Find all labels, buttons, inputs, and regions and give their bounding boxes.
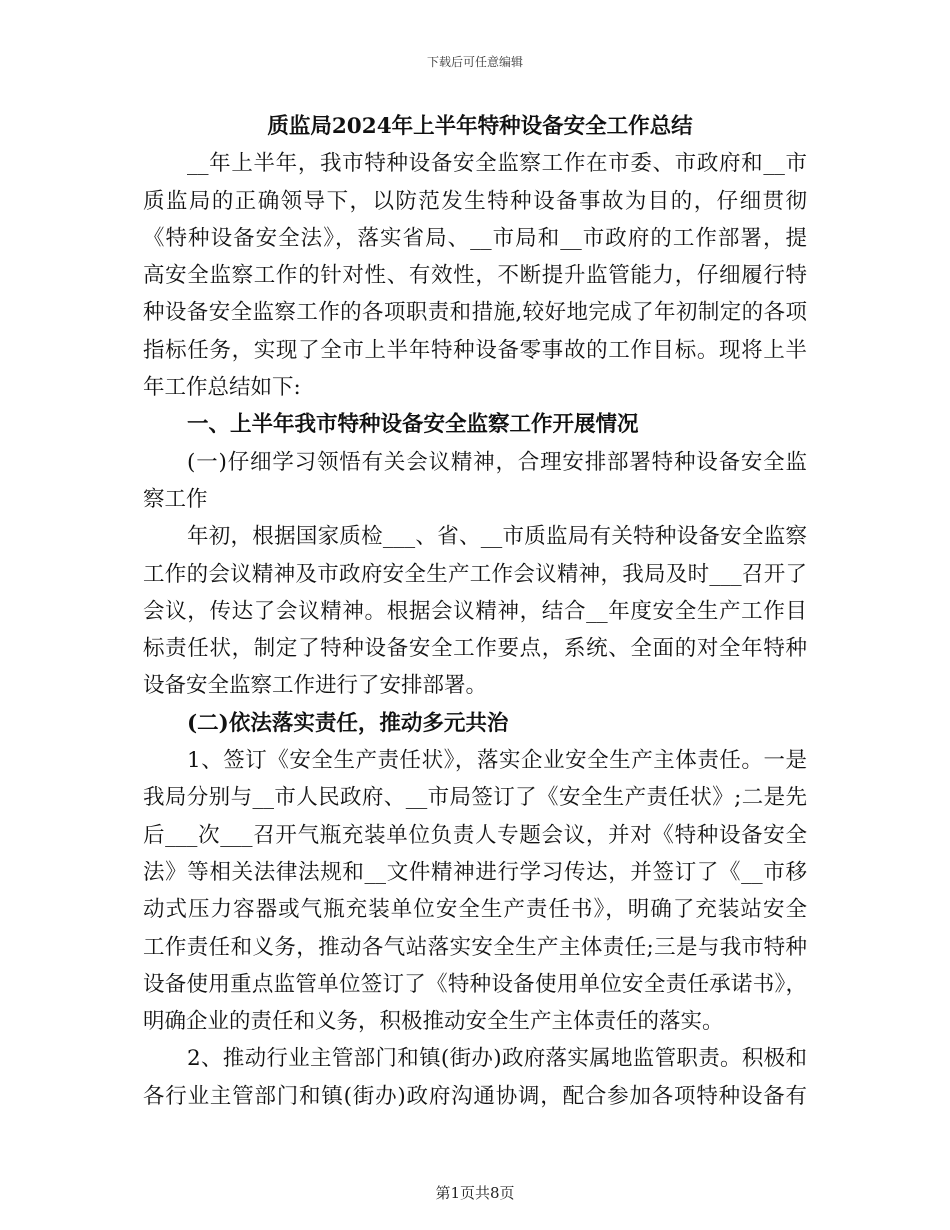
text-line: 质监局的正确领导下，以防范发生特种设备事故为目的，仔细贯彻 [143,188,807,214]
section-heading: 一、上半年我市特种设备安全监察工作开展情况 [187,412,639,438]
text-line: 2、推动行业主管部门和镇(街办)政府落实属地监管职责。积极和 [187,1046,807,1072]
text-line: 标责任状，制定了特种设备安全工作要点，系统、全面的对全年特种 [143,636,807,662]
text-line: 法》等相关法律法规和__文件精神进行学习传达，并签订了《__市移 [143,859,807,885]
text-line: 工作的会议精神及市政府安全生产工作会议精神，我局及时___召开了 [143,561,807,587]
text-line: 种设备安全监察工作的各项职责和措施,较好地完成了年初制定的各项 [143,300,807,326]
page-header: 下载后可任意编辑 [426,55,523,69]
text-line: 设备安全监察工作进行了安排部署。 [143,673,488,699]
text-line: (一)仔细学习领悟有关会议精神，合理安排部署特种设备安全监 [187,449,807,475]
section-heading: (二)依法落实责任，推动多元共治 [187,710,509,736]
text-line: 会议，传达了会议精神。根据会议精神，结合__年度安全生产工作目 [143,598,807,624]
text-line: 各行业主管部门和镇(街办)政府沟通协调，配合参加各项特种设备有 [143,1083,807,1109]
text-line: 后___次___召开气瓶充装单位负责人专题会议，并对《特种设备安全 [143,822,807,848]
text-line: 设备使用重点监管单位签订了《特种设备使用单位安全责任承诺书》， [143,971,807,997]
text-line: 高安全监察工作的针对性、有效性，不断提升监管能力，仔细履行特 [143,263,807,289]
text-line: 年工作总结如下: [143,375,301,401]
text-line: __年上半年，我市特种设备安全监察工作在市委、市政府和__市 [187,151,807,177]
text-line: 动式压力容器或气瓶充装单位安全生产责任书》，明确了充装站安全 [143,897,807,923]
text-line: 我局分别与__市人民政府、__市局签订了《安全生产责任状》;二是先 [143,785,807,811]
text-line: 1、签订《安全生产责任状》，落实企业安全生产主体责任。一是 [187,748,807,774]
document-text [143,145,807,1115]
text-line: 明确企业的责任和义务，积极推动安全生产主体责任的落实。 [143,1009,724,1035]
text-line: 《特种设备安全法》，落实省局、__市局和__市政府的工作部署，提 [143,225,807,251]
text-line: 工作责任和义务，推动各气站落实安全生产主体责任;三是与我市特种 [143,934,807,960]
document-body [143,108,807,1115]
document-title: 质监局2024年上半年特种设备安全工作总结 [267,114,693,139]
text-line: 指标任务，实现了全市上半年特种设备零事故的工作目标。现将上半 [143,337,807,363]
text-line: 察工作 [143,486,208,512]
text-line: 年初，根据国家质检___、省、__市质监局有关特种设备安全监察 [187,524,807,550]
page-footer: 第1页共8页 [435,1184,515,1202]
